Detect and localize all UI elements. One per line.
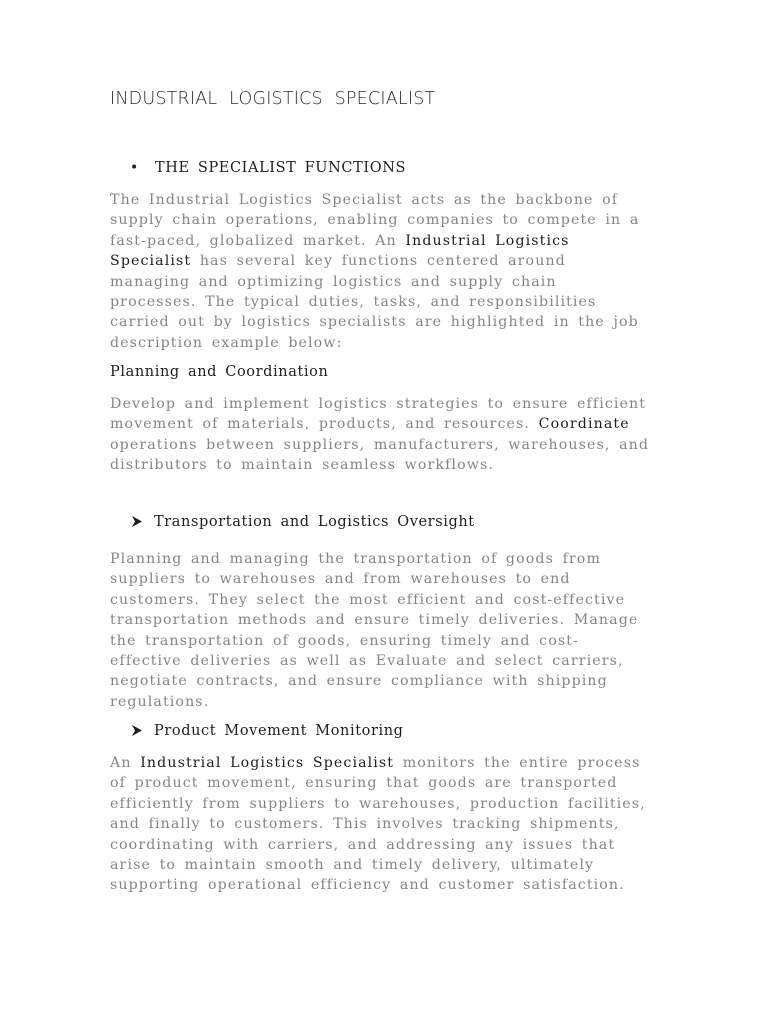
intro-highlight: Industrial Logistics Specialist: [110, 232, 570, 270]
planning-highlight: Coordinate: [538, 416, 630, 433]
monitoring-heading: [110, 723, 650, 740]
document-title: INDUSTRIAL LOGISTICS SPECIALIST: [110, 89, 436, 109]
intro-paragraph: [110, 190, 650, 353]
section-heading: [110, 160, 650, 176]
planning-paragraph: [110, 394, 650, 476]
transport-heading: [110, 514, 650, 531]
planning-text-2: operations between suppliers, manufacturers, warehouses, and distributors to maintain seamless workflows.: [110, 436, 650, 474]
transport-paragraph: Planning and managing the transportation of goods from suppliers to warehouses and from warehouses to end customers. They select the most efficient and cost-effective transportation methods and ensure timely deliveries. Manage the transportation of goods, ensuring timely and cost-effective deliveries as well as Evaluate and select carriers, negotiate contracts, and ensure compliance with shipping regulations.: [110, 551, 639, 710]
monitoring-heading-text: Product Movement Monitoring: [154, 723, 404, 739]
section-heading-text: THE SPECIALIST FUNCTIONS: [155, 160, 407, 176]
monitoring-highlight: Industrial Logistics Specialist: [140, 755, 395, 771]
transport-heading-text: Transportation and Logistics Oversight: [154, 514, 475, 530]
monitoring-paragraph: [110, 753, 650, 896]
intro-text-2: has several key functions centered around managing and optimizing logistics and supply chain processes. The typical duties, tasks, and responsibilities carried out by logistics specialists are highlighted in the job description example below:: [110, 253, 639, 351]
planning-heading: Planning and Coordination: [110, 364, 329, 380]
arrow-bullet-icon: [132, 724, 146, 740]
bullet-icon: •: [130, 160, 139, 176]
planning-text-1: Develop and implement logistics strategies to ensure efficient movement of materials, products, and resources.: [110, 396, 647, 433]
arrow-bullet-icon: [132, 515, 146, 531]
monitoring-text-2: monitors the entire process of product movement, ensuring that goods are transported efficiently from suppliers to warehouses, production facilities, and finally to customers. This involves tracking shipments, coordinating with carriers, and addressing any issues that arise to maintain smooth and timely delivery, ultimately supporting operational efficiency and customer satisfaction.: [110, 755, 646, 894]
intro-text-1: The Industrial Logistics Specialist acts as the backbone of supply chain operations, enabling companies to compete in a fast-paced, globalized market. An: [110, 192, 640, 249]
monitoring-text-1: An: [110, 755, 141, 771]
